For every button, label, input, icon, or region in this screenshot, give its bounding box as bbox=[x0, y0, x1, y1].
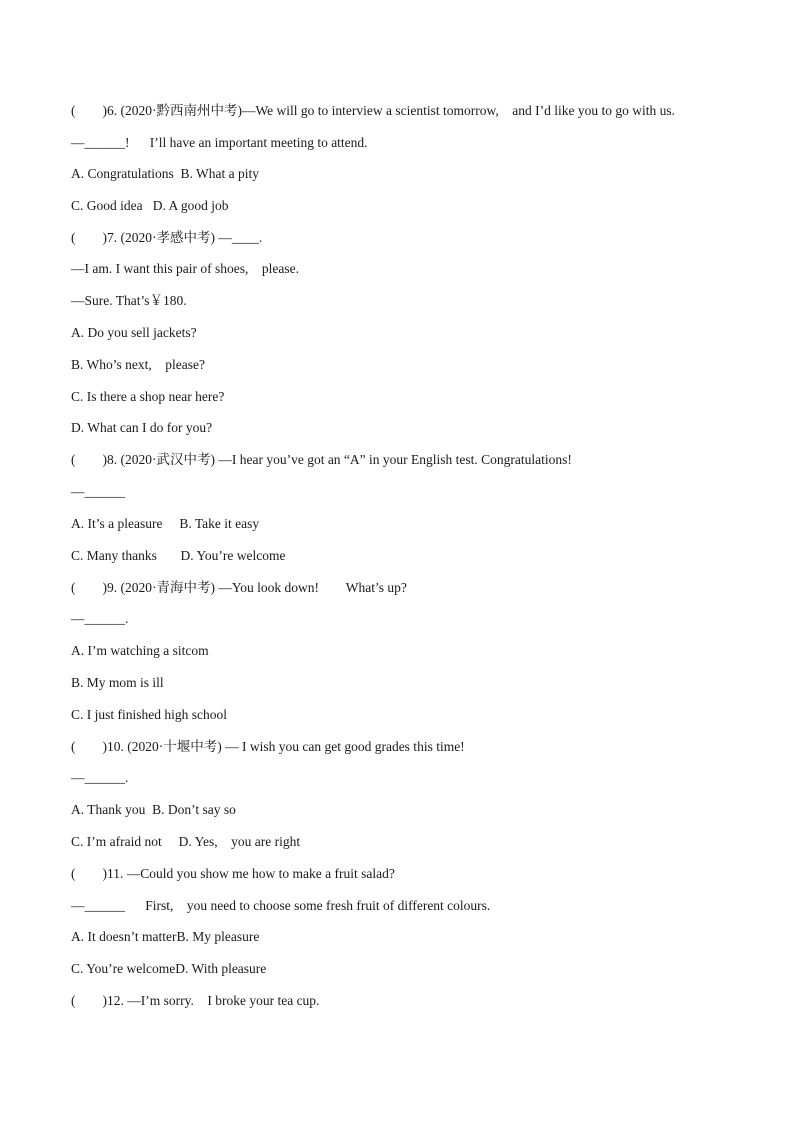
question-8-blank: —______ bbox=[71, 484, 125, 499]
question-8-options-ab: A. It’s a pleasure B. Take it easy bbox=[71, 516, 260, 531]
question-11-options-ab: A. It doesn’t matterB. My pleasure bbox=[71, 929, 260, 944]
question-7-option-d: D. What can I do for you? bbox=[71, 420, 213, 435]
question-7-option-b: B. Who’s next, please? bbox=[71, 357, 205, 372]
question-12-stem: ( )12. —I’m sorry. I broke your tea cup. bbox=[71, 993, 320, 1008]
question-6-options-cd: C. Good idea D. A good job bbox=[71, 198, 229, 213]
question-11-stem: ( )11. —Could you show me how to make a fruit salad? bbox=[71, 866, 395, 881]
question-6-stem: ( )6. (2020·黔西南州中考)—We will go to interview a scientist tomorrow, and I’d like you to go with us. bbox=[71, 103, 675, 118]
question-10-options-cd: C. I’m afraid not D. Yes, you are right bbox=[71, 834, 301, 849]
question-7-option-c: C. Is there a shop near here? bbox=[71, 389, 225, 404]
question-9-option-a: A. I’m watching a sitcom bbox=[71, 643, 209, 658]
question-8-options-cd: C. Many thanks D. You’re welcome bbox=[71, 548, 286, 563]
question-6-dialogue: —______! I’ll have an important meeting to attend. bbox=[71, 135, 368, 150]
question-10-options-ab: A. Thank you B. Don’t say so bbox=[71, 802, 236, 817]
question-8-stem: ( )8. (2020·武汉中考) —I hear you’ve got an “A” in your English test. Congratulations! bbox=[71, 452, 572, 467]
question-7-stem: ( )7. (2020·孝感中考) —____. bbox=[71, 230, 263, 245]
question-11-options-cd: C. You’re welcomeD. With pleasure bbox=[71, 961, 267, 976]
question-6-options-ab: A. Congratulations B. What a pity bbox=[71, 166, 259, 181]
question-9-option-b: B. My mom is ill bbox=[71, 675, 164, 690]
question-7-option-a: A. Do you sell jackets? bbox=[71, 325, 197, 340]
question-9-stem: ( )9. (2020·青海中考) —You look down! What’s up? bbox=[71, 580, 407, 595]
question-7-dialogue-2: —Sure. That’s￥180. bbox=[71, 293, 187, 308]
question-9-blank: —______. bbox=[71, 611, 129, 626]
question-9-option-c: C. I just finished high school bbox=[71, 707, 227, 722]
question-7-dialogue-1: —I am. I want this pair of shoes, please. bbox=[71, 261, 299, 276]
question-11-dialogue: —______ First, you need to choose some fresh fruit of different colours. bbox=[71, 898, 491, 913]
question-10-blank: —______. bbox=[71, 770, 129, 785]
question-10-stem: ( )10. (2020·十堰中考) — I wish you can get good grades this time! bbox=[71, 739, 465, 754]
